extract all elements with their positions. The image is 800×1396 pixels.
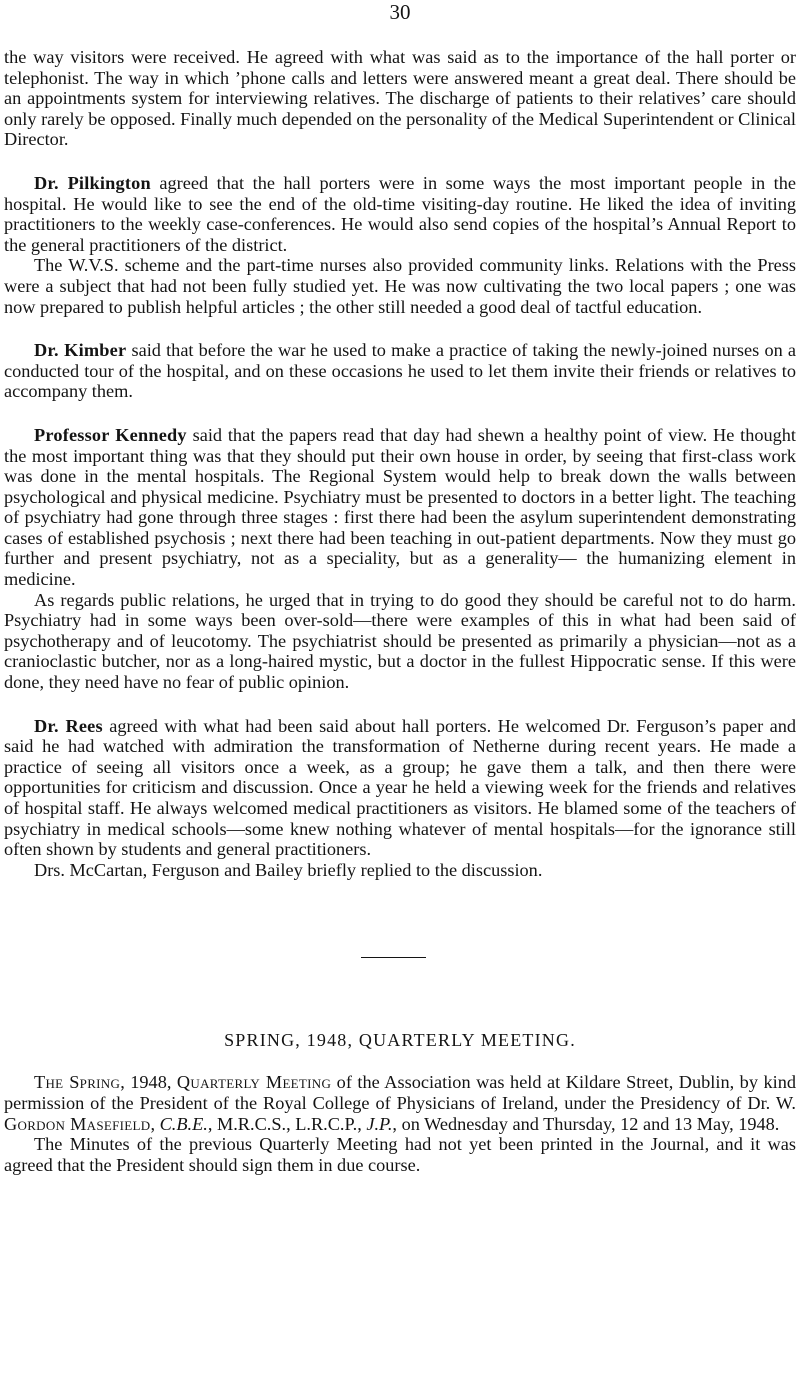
section-divider <box>361 957 426 958</box>
president-name: Gordon Masefield <box>4 1113 151 1134</box>
section-heading: SPRING, 1948, QUARTERLY MEETING. <box>224 1030 576 1051</box>
speaker-name: Dr. Rees <box>34 715 103 736</box>
text-run: , <box>150 1113 160 1134</box>
small-caps-lead: The Spring <box>34 1072 121 1093</box>
text-run: , on Wednesday and Thursday, 12 and 13 May, 1948. <box>392 1113 780 1134</box>
paragraph-text: agreed with what had been said about hall porters. He welcomed Dr. Ferguson’s paper and said he had watched with admiration the transformation of Netherne during recent years. He made a practice of seeing all visitors once a week, as a group; he gave them a talk, and then there were opportunities for criticism and discussion. Once a year he held a viewing week for the friends and relatives of hospital staff. He always welcomed medical practitioners as visitors. He blamed some of the teachers of psychiatry in medical schools—some knew nothing whatever of mental hospitals—for the ignorance still often shown by students and general practitioners. <box>4 715 796 860</box>
paragraph-minutes: The Minutes of the previous Quarterly Meeting had not yet been printed in the Journal, and it was agreed that the President should sign them in due course. <box>4 1134 796 1175</box>
speaker-name: Dr. Kimber <box>34 340 127 361</box>
speaker-name: Professor Kennedy <box>34 424 187 445</box>
paragraph-continuation: the way visitors were received. He agreed with what was said as to the importance of the hall porter or telephonist. The way in which ’phone calls and letters were answered meant a great deal. There should be an appointments system for interviewing relatives. The discharge of patients to their relatives’ care should only rarely be opposed. Finally much depended on the personality of the Medical Superintendent or Clinical Director. <box>4 47 796 150</box>
paragraph-wvs-scheme: The W.V.S. scheme and the part-time nurses also provided community links. Relations with the Press were a subject that had not been fully studied yet. He was now cultivating the two local papers ; one was now prepared to publish helpful articles ; the other still needed a good deal of tactful education. <box>4 255 796 317</box>
italic-run: C.B.E. <box>159 1113 208 1134</box>
paragraph-text: said that the papers read that day had shewn a healthy point of view. He thought the most important thing was that they should put their own house in order, by seeing that first-class work was done in the mental hospitals. The Regional System would help to break down the walls between psychological and physical medicine. Psychiatry must be presented to doctors in a better light. The teaching of psychiatry had gone through three stages : first there had been the asylum superintendent demonstrating cases of established psychosis ; next there had been teaching in out-patient departments. Now they must go further and present psychiatry, not as a speciality, but as a generality— the humanizing element in medicine. <box>4 424 796 590</box>
paragraph-pilkington <box>4 173 796 255</box>
speaker-name: Dr. Pilkington <box>34 172 151 193</box>
text-run: , M.R.C.S., L.R.C.P., <box>207 1113 367 1134</box>
text-run: of the Association was held at Kildare Street, Dublin, by kind permission of the President of the Royal College of Physicians of Ireland, under the Presidency of Dr. W. <box>4 1072 796 1113</box>
paragraph-kennedy <box>4 425 796 590</box>
text-run: , 1948, <box>120 1072 177 1093</box>
paragraph-text: said that before the war he used to make a practice of taking the newly-joined nurses on a conducted tour of the hospital, and on these occasions he used to let them invite their friends or relatives to accompany them. <box>4 340 797 402</box>
paragraph-replies: Drs. McCartan, Ferguson and Bailey briefly replied to the discussion. <box>34 859 543 880</box>
article-body <box>4 47 796 1175</box>
paragraph-rees <box>4 716 796 860</box>
paragraph-kimber <box>4 340 796 402</box>
paragraph-public-relations: As regards public relations, he urged that in trying to do good they should be careful not to do harm. Psychiatry had in some ways been over-sold—there were examples of this in what had been said of psychotherapy and of leucotomy. The psychiatrist should be presented as primarily a physician—not as a cranioclastic butcher, nor as a long-haired mystic, but a doctor in the fullest Hippocratic sense. If this were done, they need have no fear of public opinion. <box>4 589 796 693</box>
small-caps-run: Quarterly Meeting <box>176 1072 332 1093</box>
italic-run: J.P. <box>366 1113 393 1134</box>
paragraph-text: agreed that the hall porters were in some ways the most important people in the hospital. He would like to see the end of the old-time visiting-day routine. He liked the idea of inviting practitioners to the weekly case-conferences. He would also send copies of the hospital’s Annual Report to the general practitioners of the district. <box>4 172 796 255</box>
page-number: 30 <box>389 0 411 24</box>
paragraph-meeting-intro <box>4 1072 796 1134</box>
